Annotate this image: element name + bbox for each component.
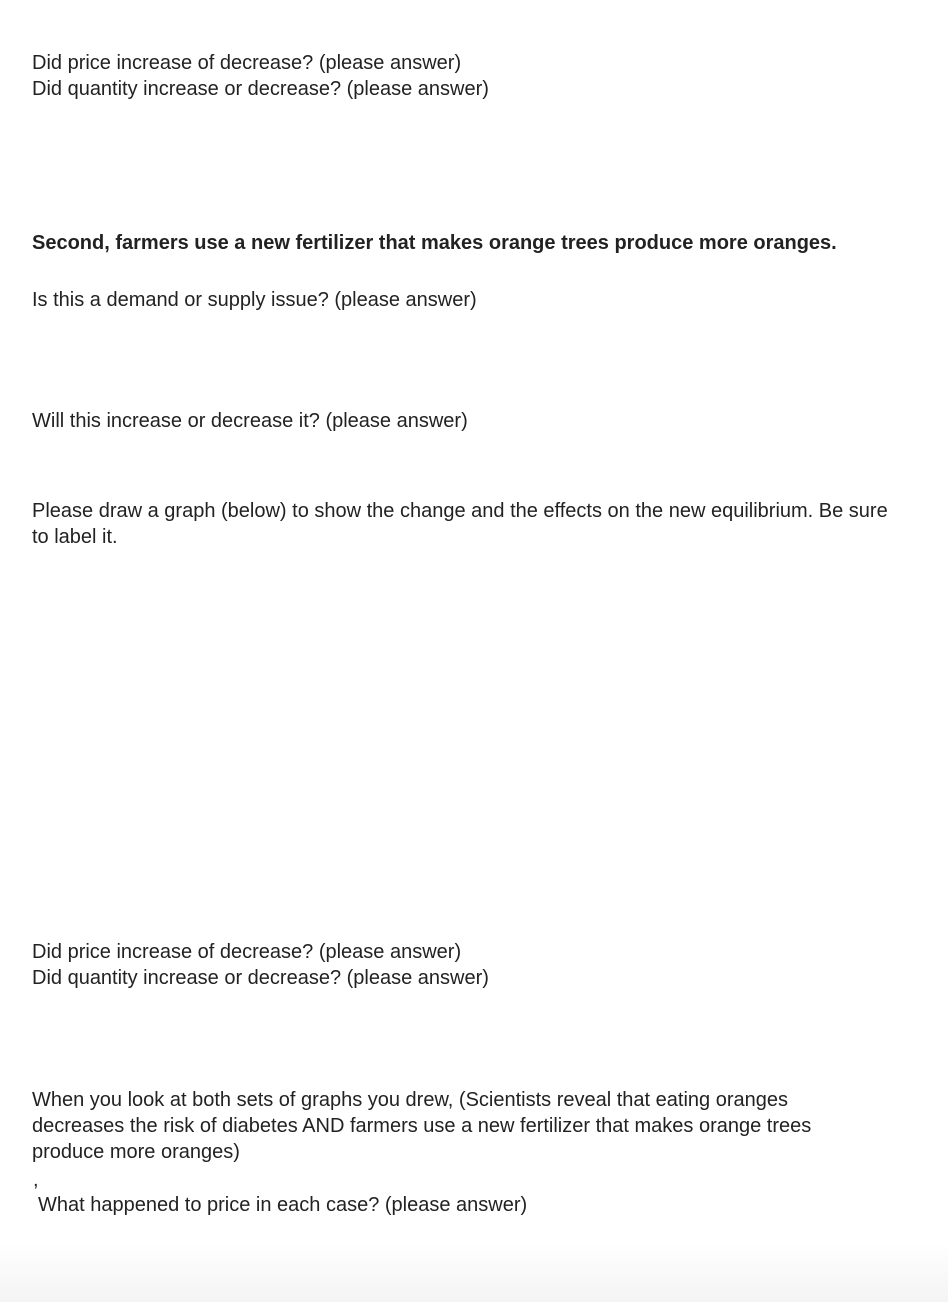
comparison-prompt-line-3: produce more oranges): [32, 1141, 240, 1163]
graph-drawing-area[interactable]: [32, 560, 892, 930]
comparison-prompt-line-1: When you look at both sets of graphs you drew, (Scientists reveal that eating oranges: [32, 1089, 788, 1111]
price-question-2: Did price increase of decrease? (please answer): [32, 941, 462, 963]
graph-instruction: Please draw a graph (below) to show the change and the effects on the new equilibrium. Be sure to label it.: [32, 500, 888, 548]
quantity-question-1: Did quantity increase or decrease? (please answer): [32, 78, 489, 100]
page-bottom-edge: [0, 1242, 948, 1302]
comparison-prompt-line-2: decreases the risk of diabetes AND farmers use a new fertilizer that makes orange trees: [32, 1115, 812, 1137]
quantity-question-2: Did quantity increase or decrease? (please answer): [32, 967, 489, 989]
increase-decrease-question: Will this increase or decrease it? (please answer): [32, 410, 468, 432]
price-each-case-question: What happened to price in each case? (please answer): [38, 1194, 528, 1216]
demand-supply-question: Is this a demand or supply issue? (please answer): [32, 289, 477, 311]
section-heading-fertilizer: Second, farmers use a new fertilizer that makes orange trees produce more oranges.: [32, 232, 837, 254]
price-question-1: Did price increase of decrease? (please answer): [32, 52, 462, 74]
stray-comma: ,: [33, 1169, 39, 1191]
